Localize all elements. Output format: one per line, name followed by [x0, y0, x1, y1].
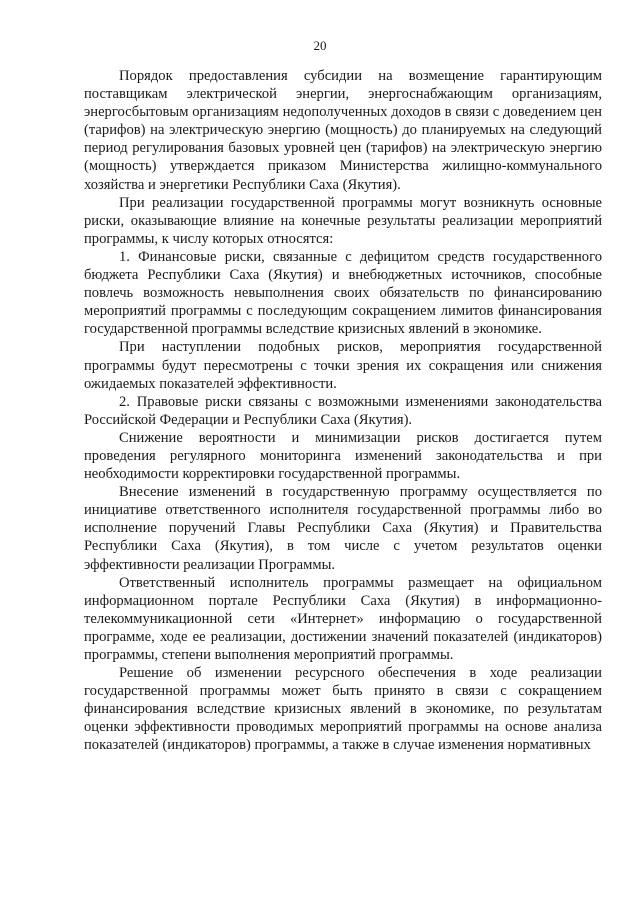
- paragraph-risk-response: При наступлении подобных рисков, мероприятия государственной программы будут пересмотрены с точки зрения их сокращения или снижения ожидаемых показателей эффективности.: [84, 339, 602, 392]
- page-number: 20: [313, 38, 327, 53]
- paragraph-risk-mitigation: Снижение вероятности и минимизации рисков достигается путем проведения регулярного мониторинга изменений законодательства и при необходимости корректировки государственной программы.: [84, 429, 602, 483]
- paragraph-program-changes: Внесение изменений в государственную программу осуществляется по инициативе ответственного исполнителя государственной программы либо во исполнение поручений Главы Республики Саха (Якутия) и Правительства Республики Саха (Якутия), в том числе с учетом результатов оценки эффективности реализации Программы.: [84, 484, 602, 573]
- paragraph-subsidy-procedure: Порядок предоставления субсидии на возмещение гарантирующим поставщикам электрической энергии, энергоснабжающим организациям, энергосбытовым организациям недополученных доходов в связи с доведением цен (тарифов) на электрическую энергию (мощность) до планируемых на следующий период регулирования базовых уровней цен (тарифов) на электрическую энергию (мощность) утверждается приказом Министерства жилищно-коммунального хозяйства и энергетики Республики Саха (Якутия).: [84, 68, 602, 193]
- paragraph-publication: Ответственный исполнитель программы размещает на официальном информационном портале Республики Саха (Якутия) в информационно-телекоммуникационной сети «Интернет» информацию о государственной программе, ходе ее реализации, достижении значений показателей (индикаторов) программы, степени выполнения мероприятий программы.: [84, 574, 602, 663]
- paragraph-financial-risks: 1. Финансовые риски, связанные с дефицитом средств государственного бюджета Республики Саха (Якутия) и внебюджетных источников, способные повлечь возможность невыполнения своих обязательств по финансированию мероприятий программы с последующим сокращением лимитов финансирования государственной программы вследствие кризисных явлений в экономике.: [84, 248, 602, 338]
- paragraph-resource-decision: Решение об изменении ресурсного обеспечения в ходе реализации государственной программы может быть принято в связи с сокращением финансирования вследствие кризисных явлений в экономике, по результатам оценки эффективности проводимых мероприятий программы на основе анализа показателей (индикаторов) программы, а также в случае изменения нормативных: [84, 665, 602, 754]
- paragraph-legal-risks: 2. Правовые риски связаны с возможными изменениями законодательства Российской Федерации и Республики Саха (Якутия).: [84, 393, 602, 428]
- paragraph-risks-intro: При реализации государственной программы могут возникнуть основные риски, оказывающие влияние на конечные результаты реализации мероприятий программы, к числу которых относятся:: [84, 194, 602, 247]
- document-body: [84, 67, 602, 755]
